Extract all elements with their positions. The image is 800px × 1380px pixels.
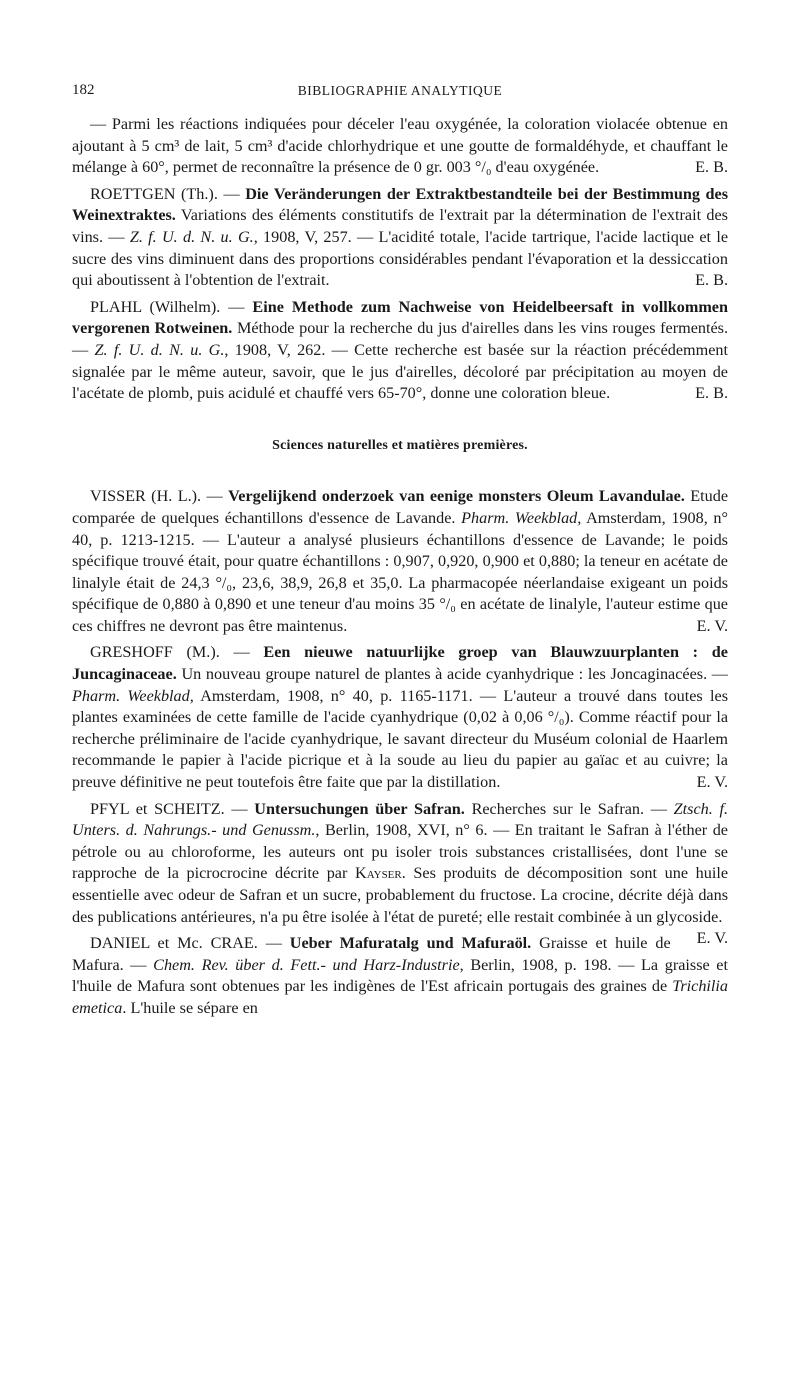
entry-visser: VISSER (H. L.). — Vergelijkend onderzoek van eenige monsters Oleum Lavandulae. Etude comparée de quelques échantillons d'essence de Lavande. Pharm. Weekblad, Amsterdam, 1908, n° 40, p. 1213-1215. — L'auteur a analysé plusieurs échantillons d'essence de Lavande; le poids spécifique trouvé était, pour quatre échantillons : 0,907, 0,920, 0,900 et 0,880; la teneur en acétate de linalyle était de 24,3 °/₀, 23,6, 38,9, 26,8 et 35,0. La pharmacopée néerlandaise exigeant un poids spécifique de 0,880 à 0,890 et une teneur d'au moins 35 °/₀ en acétate de linalyle, l'auteur estime que ces chiffres ne devront pas être maintenus. E. V.: [72, 486, 728, 637]
paragraph-eau-oxygenee: — Parmi les réactions indiquées pour déceler l'eau oxygénée, la coloration violacée obtenue en ajoutant à 5 cm³ de lait, 5 cm³ d'acide chlorhydrique et une goutte de formaldéhyde, et chauffant le mélange à 60°, permet de reconnaître la présence de 0 gr. 003 °/₀ d'eau oxygénée. E. B.: [72, 114, 728, 179]
journal-name: Pharm. Weekblad,: [72, 686, 194, 705]
entry-author: DANIEL et Mc. CRAE. —: [90, 934, 282, 953]
journal-name: Z. f. U. d. N. u. G.: [94, 340, 225, 359]
entry-author: ROETTGEN (Th.). —: [90, 184, 240, 203]
entry-title: Vergelijkend onderzoek van eenige monsters Oleum Lavandulae.: [228, 487, 685, 506]
page-header: [72, 80, 728, 104]
signature: E. B.: [695, 158, 728, 177]
signature: E. B.: [695, 384, 728, 403]
entry-author: PFYL et SCHEITZ. —: [90, 799, 248, 818]
signature: E. V.: [696, 929, 728, 948]
entry-title: Eine Methode zum Nachweise von Heidelbeersaft in vollkommen vergorenen Rotweinen.: [72, 297, 728, 338]
entry-author: PLAHL (Wilhelm). —: [90, 297, 245, 316]
entry-title: Een nieuwe natuurlijke groep van Blauwzuurplanten : de Juncaginaceae.: [72, 643, 728, 684]
journal-name: Ztsch. f. Unters. d. Nahrungs.- und Genussm.: [72, 799, 729, 840]
journal-name: Z. f. U. d. N. u. G.: [129, 227, 254, 246]
entry-daniel-mccrae: DANIEL et Mc. CRAE. — Ueber Mafuratalg und Mafuraöl. Graisse et huile de Mafura. — Chem. Rev. über d. Fett.- und Harz-Industrie, Berlin, 1908, p. 198. — La graisse et l'huile de Mafura sont obtenues par les indigènes de l'Est africain portugais des graines de Trichilia emetica. L'huile se sépare en: [72, 934, 729, 1017]
entry-author: GRESHOFF (M.). —: [90, 643, 250, 662]
journal-name: Chem. Rev. über d. Fett.- und Harz-Industrie: [153, 955, 460, 974]
section-heading: Sciences naturelles et matières premières.: [272, 437, 528, 453]
signature: E. V.: [696, 773, 728, 792]
entry-pfyl-scheitz: PFYL et SCHEITZ. — Untersuchungen über Safran. Recherches sur le Safran. — Ztsch. f. Unters. d. Nahrungs.- und Genussm., Berlin, 1908, XVI, n° 6. — En traitant le Safran à l'éther de pétrole ou au chloroforme, les auteurs ont pu isoler trois substances cristallisées, dont l'une se rapproche de la picrocrocine décrite par Kayser. Ses produits de décomposition sont une huile essentielle avec odeur de Safran et un sucre, probablement du fructose. La crocine, décrite déjà dans des publications antérieures, n'a pu être isolée à l'état de pureté; elle restait combinée à un glycoside. E. V.: [72, 799, 728, 929]
entry-author: VISSER (H. L.). —: [90, 487, 223, 506]
entry-plahl: PLAHL (Wilhelm). — Eine Methode zum Nachweise von Heidelbeersaft in vollkommen vergorenen Rotweinen. Méthode pour la recherche du jus d'airelles dans les vins rouges fermentés. — Z. f. U. d. N. u. G., 1908, V, 262. — Cette recherche est basée sur la réaction précédemment signalée par le même auteur, savoir, que le jus d'airelles, décoloré par précipitation au moyen de l'acétate de plomb, puis acidulé et chauffé vers 65-70°, donne une coloration bleue. E. B.: [72, 297, 728, 405]
entry-title: Untersuchungen über Safran.: [254, 799, 465, 818]
entry-greshoff: GRESHOFF (M.). — Een nieuwe natuurlijke groep van Blauwzuurplanten : de Juncaginaceae. Un nouveau groupe naturel de plantes à acide cyanhydrique : les Joncaginacées. — Pharm. Weekblad, Amsterdam, 1908, n° 40, p. 1165-1171. — L'auteur a trouvé dans toutes les plantes examinées de cette famille de l'acide cyanhydrique (0,02 à 0,06 °/₀). Comme réactif pour la recherche préliminaire de l'acide cyanhydrique, le savant directeur du Muséum colonial de Haarlem recommande le papier à l'acide picrique et à la soude au lieu du papier au gaïac et au cuivre; la preuve définitive ne peut toutefois être faite que par la distillation. E. V.: [72, 642, 728, 793]
running-title: BIBLIOGRAPHIE ANALYTIQUE: [297, 83, 503, 98]
cited-name: Kayser: [355, 864, 402, 883]
document-page: [72, 80, 728, 1025]
species-name: Trichilia emetica: [72, 977, 729, 1017]
entry-roettgen: ROETTGEN (Th.). — Die Veränderungen der Extraktbestandteile bei der Bestimmung des Weinextraktes. Variations des éléments constitutifs de l'extrait par la détermination de l'extrait des vins. — Z. f. U. d. N. u. G., 1908, V, 257. — L'acidité totale, l'acide tartrique, l'acide lactique et le sucre des vins diminuent dans des proportions considérables pendant l'évaporation et la dessiccation qui aboutissent à l'obtention de l'extrait. E. B.: [72, 184, 728, 292]
signature: E. B.: [695, 271, 728, 290]
signature: E. V.: [696, 616, 728, 635]
entry-title: Ueber Mafuratalg und Mafuraöl.: [289, 934, 532, 953]
page-number: 182: [72, 82, 95, 98]
entry-title: Die Veränderungen der Extraktbestandteile bei der Bestimmung des Weinextraktes.: [72, 184, 728, 225]
journal-name: Pharm. Weekblad,: [461, 508, 582, 527]
